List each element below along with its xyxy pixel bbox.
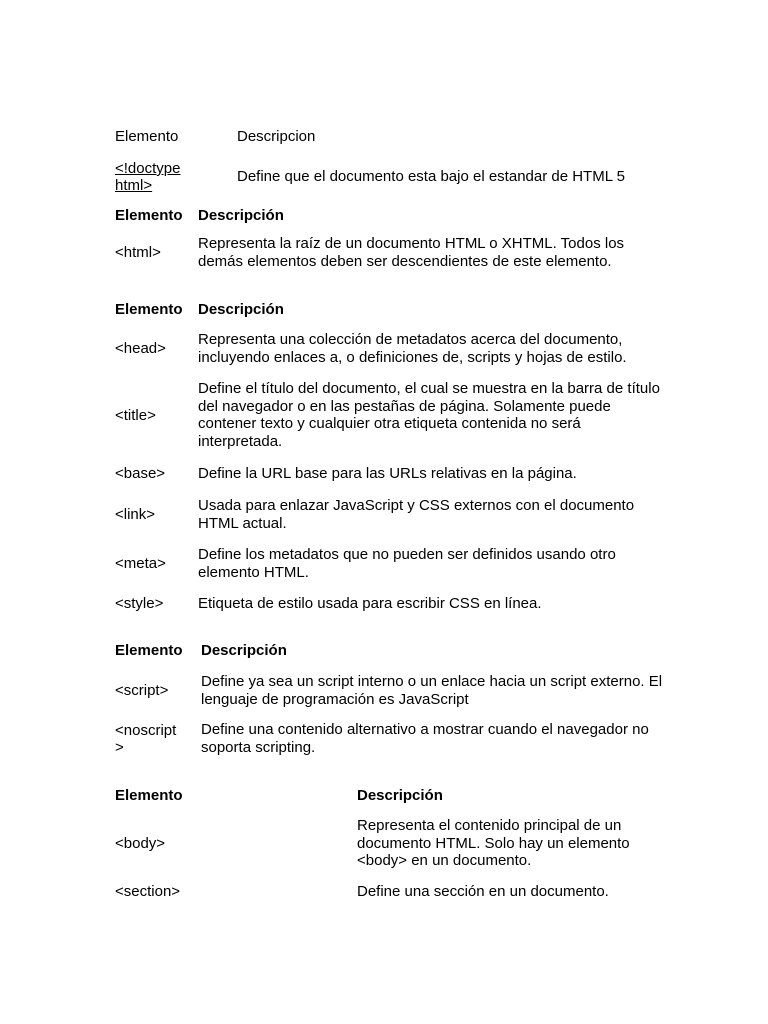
table-row <box>115 883 668 901</box>
element-description: Define una contenido alternativo a mostrar cuando el navegador no soporta scripting. <box>201 721 649 756</box>
table-row <box>115 595 668 613</box>
header-element: Elemento <box>115 301 183 319</box>
table-row <box>115 817 668 870</box>
header-description: Descripción <box>198 207 284 224</box>
table-row <box>115 721 668 756</box>
table-row <box>115 465 668 483</box>
table-header-row <box>115 301 668 319</box>
table-row <box>115 497 668 532</box>
header-element: Elemento <box>115 642 183 660</box>
element-name: <body> <box>115 834 166 852</box>
header-element: Elemento <box>115 128 179 146</box>
element-name: <link> <box>115 506 156 523</box>
element-description: Define el título del documento, el cual se muestra en la barra de título del navegador o en las pestañas de página. Solamente puede contener texto y cualquier otra etiqueta contenida no será interpretada. <box>198 380 660 450</box>
element-name: <html> <box>115 244 161 261</box>
table-row <box>115 235 668 270</box>
table-header-row <box>115 207 668 225</box>
table-row <box>115 546 668 581</box>
table-header-row <box>115 787 668 805</box>
element-name: <noscript> <box>115 721 177 756</box>
element-name: <style> <box>115 595 164 613</box>
table-row <box>115 380 668 450</box>
header-element: Elemento <box>115 207 183 225</box>
element-name: <base> <box>115 465 166 483</box>
header-description: Descripción <box>357 787 443 804</box>
header-element: Elemento <box>115 787 183 805</box>
element-name: <section> <box>115 883 181 901</box>
table-row <box>115 673 668 708</box>
header-description: Descripción <box>198 301 284 318</box>
table-row <box>115 331 668 366</box>
element-description: Define los metadatos que no pueden ser definidos usando otro elemento HTML. <box>198 546 616 581</box>
element-description: Representa la raíz de un documento HTML o XHTML. Todos los demás elementos deben ser descendientes de este elemento. <box>198 235 625 270</box>
element-cell <box>115 722 201 756</box>
element-name[interactable]: <!doctype html> <box>115 160 181 194</box>
table-header-row <box>115 128 668 146</box>
element-description: Define la URL base para las URLs relativas en la página. <box>198 465 577 482</box>
element-description: Usada para enlazar JavaScript y CSS externos con el documento HTML actual. <box>198 497 635 532</box>
element-description: Define una sección en un documento. <box>357 883 609 900</box>
element-description: Representa el contenido principal de un documento HTML. Solo hay un elemento <body> en un documento. <box>357 817 630 869</box>
element-description: Representa una colección de metadatos acerca del documento, incluyendo enlaces a, o definiciones de, scripts y hojas de estilo. <box>198 331 627 366</box>
element-description: Etiqueta de estilo usada para escribir CSS en línea. <box>198 595 542 612</box>
element-description: Define ya sea un script interno o un enlace hacia un script externo. El lenguaje de programación es JavaScript <box>201 673 663 708</box>
element-name: <script> <box>115 682 169 699</box>
element-name: <title> <box>115 406 156 424</box>
table-header-row <box>115 642 668 660</box>
element-name: <head> <box>115 340 166 357</box>
element-name: <meta> <box>115 555 166 572</box>
header-description: Descripcion <box>237 128 316 145</box>
header-description: Descripción <box>201 642 287 659</box>
element-description: Define que el documento esta bajo el estandar de HTML 5 <box>237 168 626 186</box>
table-row <box>115 160 668 194</box>
